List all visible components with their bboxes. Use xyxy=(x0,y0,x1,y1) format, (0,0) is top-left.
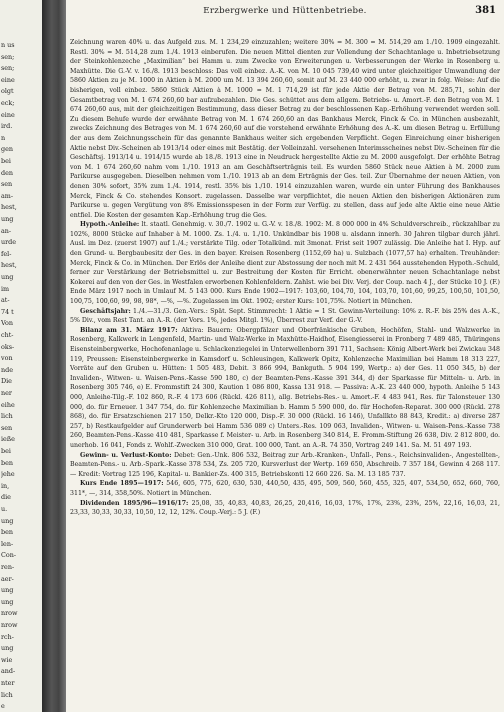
section-hypoth-anleihe xyxy=(70,220,500,306)
facing-page-fragment: ren- xyxy=(1,563,15,571)
facing-page-fragment: hest, xyxy=(1,261,17,270)
facing-page-fragment: an- xyxy=(1,226,12,235)
section-dividenden xyxy=(70,499,500,518)
facing-page-fragment: ieße xyxy=(1,435,15,444)
facing-page-fragment: and- xyxy=(1,667,16,676)
facing-page-fragment: nter xyxy=(1,679,15,687)
section-heading: Dividenden 1895/96—1916/17: xyxy=(80,499,189,507)
section-text: Aktiva: Bauern: Obergpfälzer und Oberfränkische Gruben, Hochöfen, Stahl- und Walzwerke in Rosenberg, Kalkwerk in Lengenfeld, Martin- und Walz-Werke in Maxhütte-Haidhof, Eisengiesserei in Fronberg 7 489 485, Thüringens Eisensteinbergwerke, Hochofenanlage u. Schlackenziegelei in Unterwellenborn 391 711, Sachsen: König Albert-Werk bei Zwickau 348 119, Preussen: Eisensteinbergwerke in Kamsdorf u. Schleusingen, Kalkwerk Opitz, Kohlenzeche Maximilian bei Hamm 18 313 227, Vorräte auf den Gruben u. Hütten: 1 505 483, Debit. 3 866 994, Bankguth. 5 904 199, Wertp.: a) der Ges. 11 050 345, b) der Invaliden-, Witwen- u. Waisen-Pens.-Kasse 590 180, c) der Beamten-Pens.-Kasse 391 344, d) der Sparkasse für Mitteln- u. Arb. in Rosenberg 305 746, e) E. Frommstift 24 300, Kaution 1 086 800, Kassa 131 918. — Passiva: A.-K. 23 440 000, hypoth. Anleihe 5 143 000, Anleihe-Tilg.-F. 102 860, R.-F. 4 173 606 (Rückl. 426 811), allg. Betriebs-Res.- u. Amort.-F. 4 483 941, Res. für Talonsteuer 130 000, do. für Erneuer. 1 347 754, do. für Kohlenzeche Maximilian b. Hamm 5 590 000, do. für Hochofen-Reparat. 300 000 (Rückl. 278 868), do. für Ersatzschienen 217 150, Delkr.-Kto 120 000, Disp.-F. 30 000 (Rückl. 16 146), Unfallkto 88 843, Kredit.: a) diverse 287 257, b) Restkaufgelder auf Grunderwerb bei Hamm 536 089 c) Unters.-Res. 109 063, Invaliden-, Witwen- u. Waisen-Pens.-Kasse 738 260, Beamten-Pens.-Kasse 410 481, Sparkasse f. Meister- u. Arb. in Rosenberg 340 814, E. Fromm-Stiftung 26 638, Div. 2 812 800, do. unerhob. 16 041, Fonds z. Wohlf.-Zwecken 310 000, Grat. 100 000, Tant. an A.-R. 74 350, Vortrag 249 141. Sa. M. 51 497 193. xyxy=(70,326,500,449)
facing-page-fragment: rch- xyxy=(1,632,14,641)
section-heading: Gewinn- u. Verlust-Konto: xyxy=(80,451,172,459)
facing-page-fragment: eine xyxy=(1,110,15,119)
facing-page-fragment: gen xyxy=(1,145,13,154)
facing-page-fragment: nrow xyxy=(1,621,18,629)
facing-page-fragment: lich xyxy=(1,690,13,699)
facing-page-fragment: ung xyxy=(1,586,14,595)
page-body xyxy=(70,38,500,518)
facing-page-fragment: oks- xyxy=(1,342,15,351)
book-gutter xyxy=(42,0,66,712)
facing-page-fragment: wie xyxy=(1,655,13,664)
facing-page-fragment: lich xyxy=(1,412,13,421)
section-kurs xyxy=(70,479,500,498)
section-text: 546, 605, 775, 620, 630, 530, 440,50, 435, 495, 509, 560, 560, 455, 325, 407, 534,50, 652, 660, 760, 311*, —, 314, 358,50%. Notiert in München. xyxy=(70,480,500,497)
facing-page-fragment: ung xyxy=(1,644,14,653)
facing-page-fragment: sen; xyxy=(1,52,15,61)
page-number: 381 xyxy=(475,5,496,16)
facing-page-fragment: ung xyxy=(1,273,14,281)
facing-page-fragment: nrow xyxy=(1,609,18,618)
facing-page-fragment: n xyxy=(1,133,6,142)
facing-page-fragment: nde xyxy=(1,365,13,374)
facing-page-fragment: u. xyxy=(1,505,8,513)
facing-page-fragment: cht- xyxy=(1,331,14,339)
facing-page-fragment: sen xyxy=(1,423,13,432)
section-text: lt. staatl. Genehmig. v. 30./7. 1902 u. G.-V. v. 18./8. 1902: M. 8 000 000 in 4% Schuldverschreib., rückzahlbar zu 102%, 8000 Stücke auf Inhaber à M. 1000. Zs. 1./4. u. 1./10. Unkündbar bis 1908 u. alsdann innerh. 30 Jahren tilgbar durch jährl. Ausl. im Dez. (zuerst 1907) auf 1./4.; verstärkte Tilg. oder Totalkünd. mit 3monat. Frist seit 1907 zulässig. Die Anleihe hat I. Hyp. auf den Grund- u. Bergbaubesitz der Ges. in den bayer. Kreisen Rosenberg (1152,69 ha) u. Sulzbach (1077,57 ha) erhalten. Treuhänder: Merck, Finck & Co. in München. Der Erlös der Anleihe dient zur Abstossung der noch mit M. 2 431 564 ausstehenden Hypoth.-Schuld, ferner zur Verstärkung der Betriebsmittel u. zur Bestreitung der Kosten für Erricht. obenerwähnter neuen Schachtanlage nebst Kokerei auf den von der Ges. in Westfalen erworbenen Kohlenfeldern. Zahlst. wie bei Div. Verj. der Coup. nach 4 J., der Stücke 10 J. (F.) Ende März 1917 noch in Umlauf M. 5 143 000. Kurs Ende 1902—1917: 103,60, 104,70, 104, 103,70, 101,60, 99,25, 100,50, 101,50, 100,75, 100,60, 99, 98, 98*, —%, —%. Zugelassen im Okt. 1902; erster Kurs: 101,75%. Notiert in München. xyxy=(70,221,500,306)
facing-page-fragment: Con- xyxy=(1,551,17,560)
facing-page-fragment: von xyxy=(1,354,13,363)
section-text: Debet: Gen.-Unk. 806 532, Beitrag zur Arb.-Kranken-, Unfall-, Pens.-, Reichsinvaliden-, Angestellten-, Beamten-Pens.- u. Arb.-Spark.-Kasse 378 534, Zs. 205 720, Kursverlust der Wertp. 169 650, Abschreib. 7 357 184, Gewinn 4 268 117. — Kredit: Vortrag 125 196, Kapital- u. Bankier-Zs. 400 315, Betriebskonti 12 660 226. Sa. M. 13 185 737. xyxy=(70,451,500,478)
facing-page-fragment: Die xyxy=(1,377,12,386)
facing-page-fragment: Von xyxy=(1,319,13,328)
facing-page-fragment: die xyxy=(1,493,11,502)
section-heading: Geschäftsjahr: xyxy=(80,307,131,315)
facing-page-fragment: len- xyxy=(1,539,14,548)
document-page xyxy=(66,0,504,712)
facing-page-fragment: im xyxy=(1,284,10,293)
facing-page-fragment: eck; xyxy=(1,99,15,107)
facing-page-fragment: jehe xyxy=(1,470,15,479)
facing-page-fragment: sen; xyxy=(1,64,15,73)
facing-page-fragment: fel- xyxy=(1,249,12,258)
facing-page-fragment: urde xyxy=(1,238,17,247)
facing-page-fragment: den xyxy=(1,168,13,177)
section-text: 25,08, 35, 40,83, 40,83, 26,25, 20,416, 16,03, 17%, 17%, 23%, 23%, 25%, 22,16, 16,03, 21, 23,33, 30,33, 30,33, 10,50, 12, 12, 12%. Coup.-Verj.: 5 J. (F.) xyxy=(70,499,500,517)
facing-page-fragment: at- xyxy=(1,296,10,305)
facing-page-fragment: aer- xyxy=(1,574,14,583)
facing-page-fragment: ung xyxy=(1,215,14,223)
facing-page-fragment: ung xyxy=(1,516,14,525)
facing-page-fragment: e xyxy=(1,702,5,711)
section-bilanz xyxy=(70,326,500,451)
section-heading: Bilanz am 31. März 1917: xyxy=(80,326,178,334)
facing-page-fragment: ner xyxy=(1,389,12,397)
facing-page-fragment: ben xyxy=(1,458,13,467)
facing-page-fragment: eine xyxy=(1,75,15,84)
facing-page-fragment: 74 t xyxy=(1,307,14,316)
section-heading: Hypoth.-Anleihe: xyxy=(80,221,140,229)
facing-page-fragment: ird. xyxy=(1,122,13,131)
facing-page-fragment: ung xyxy=(1,597,14,606)
facing-page-fragment: olgt xyxy=(1,87,14,96)
facing-page-fragment: bei xyxy=(1,447,11,455)
section-heading: Kurs Ende 1895—1917: xyxy=(80,480,164,488)
running-head: Erzbergwerke und Hüttenbetriebe. xyxy=(203,6,367,16)
facing-page-edge xyxy=(0,0,42,712)
page-header xyxy=(66,6,504,20)
section-geschaeftsjahr xyxy=(70,307,500,326)
facing-page-fragment: ben xyxy=(1,528,13,537)
section-gewinn-verlust xyxy=(70,451,500,480)
facing-page-fragment: hest, xyxy=(1,203,17,212)
capital-increase-paragraph: Zeichnung waren 40% u. das Aufgeld zus. M. 1 234,29 einzuzahlen; weitere 30% = M. 300 = M. 514,29 am 1./10. 1909 eingezahlt. Restl. 30% = M. 514,28 zum 1./4. 1913 einberufen. Die neuen Mittel dienten zur Vollendung der Schachtanlage u. Inbetriebsetzung der Steinkohlenzeche „Maximilian“ bei Hamm u. zum Zwecke von Erweiterungen u. Verbesserungen der Werke in Rosenberg u. Maxhütte. Die G.-V. v. 16./8. 1913 beschloss: Das voll einbez. A.-K. von M. 10 045 739,40 wird unter gleichzeitiger Umwandlung der 5860 Aktien zu je M. 1000 in Aktien à M. 2000 um M. 13 394 260,60, somit auf M. 23 440 000 erhöht, u. zwar in folg. Weise: Auf die bisherigen, voll einbez. 5860 Stück Aktien à M. 1000 = M. 1 714,29 ist für jede Aktie der Betrag von M. 285,71, sohin der Gesamtbetrag von M. 1 674 260,60 bar aufzubezahlen. Die Ges. schüttet aus dem allgem. Betriebs- u. Amort.-F. den Betrag von M. 1 674 260,60 aus, mit der gleichzeitigen Bestimmung, dass dieser Betrag zu der beschlossenen Kap.-Erhöhung verwendet werden soll. Zu diesem Behufe wurde der erwähnte Betrag von M. 1 674 260,60 an das Bankhaus Merck, Finck & Co. in München ausbezahlt, zwecks Zeichnung des Betrages von M. 1 674 260,60 auf die vorstehend erwähnte Erhöhung des A.-K. um diesen Betrag u. Erfüllung der aus dem Zeichnungsschein für das genannte Bankhaus weiter sich ergebenden Verpflicht. Gegen Einreichung einer bisherigen Aktie nebst Div.-Scheinen ab 1913/14 oder eines mit Bestätig. der Volleinzahl. versehenen Interimsscheines nebst Div.-Scheinen für die Geschäftsj. 1913/14 u. 1914/15 wurde ab 18./8. 1913 eine in Neudruck hergestellte Aktie zu M. 2000 ausgefolgt. Der erhöhte Betrag von M. 1 674 260,60 nahm vom 1./10. 1913 an am Geschäftserträgnis teil. Es wurden 5860 Stück neue Aktien à M. 2000 zum Parikurse ausgegeben. Dieselben nehmen vom 1./10. 1913 ab an dem Erträgnis der Ges. teil. Zur Übernahme der neuen Aktien, von denen 30% sofort, 35% zum 1./4. 1914, restl. 35% bis 1./10. 1914 einzuzahlen waren, wurde ein unter Führung des Bankhauses Merck, Finck & Co. stehendes Konsort. zugelassen. Dasselbe war verpflichtet, die neuen Aktien den bisherigen Aktionären zum Parikurse u. gegen Vergütung von 8% Emissionsspesen in der Form zur Verfüg. zu stellen, dass auf jede alte Aktie eine neue Aktie entfiel. Die Kosten der gesamten Kap.-Erhöhung trug die Ges. xyxy=(70,39,500,219)
facing-page-fragment: sen xyxy=(1,180,13,189)
facing-page-fragment: bei xyxy=(1,157,11,165)
facing-page-fragment: am- xyxy=(1,191,14,200)
facing-page-fragment: n us xyxy=(1,41,15,49)
section-text: 1./4.—31./3. Gen.-Vers.: Spät. Sept. Stimmrecht: 1 Aktie = 1 St. Gewinn-Verteilung: 10% z. R.-F. bis 25% des A.-K., 5% Div., vom Rest Tant. an A.-R. (der Vors. 1%, jedes Mitgl. 1%), Überrest zur Verf. der G.-V. xyxy=(70,307,500,325)
facing-page-fragment: eihe xyxy=(1,400,15,409)
facing-page-fragment: in, xyxy=(1,481,10,490)
